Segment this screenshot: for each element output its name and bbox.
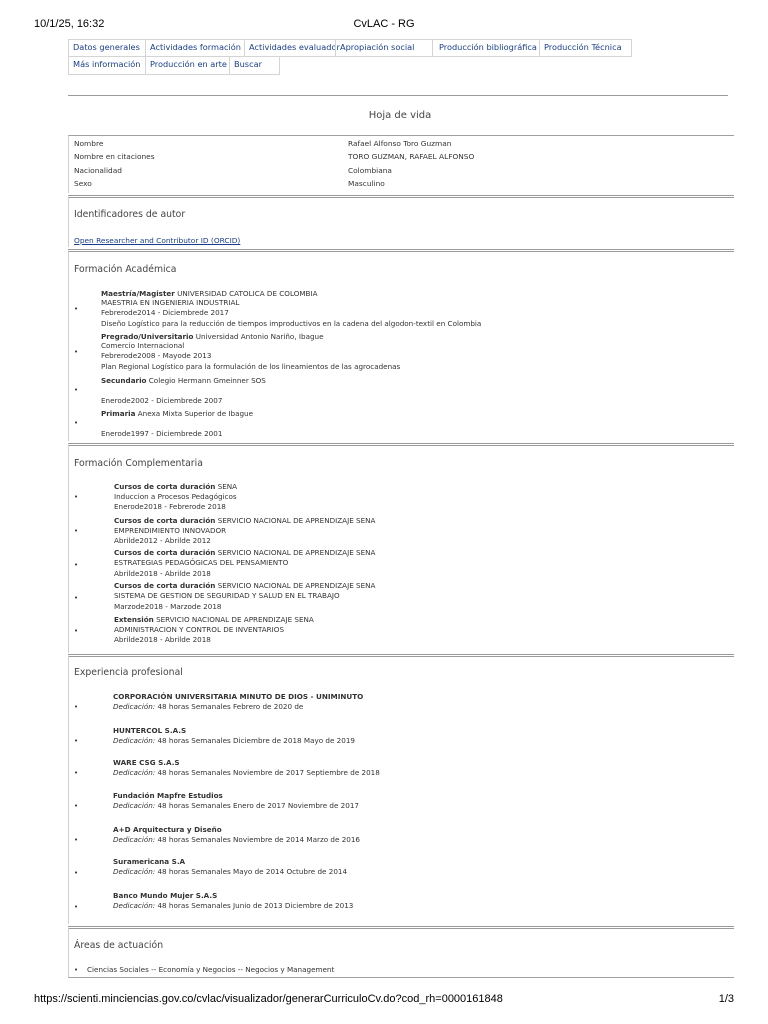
- formacion-academica-title: Formación Académica: [74, 264, 177, 275]
- fa-entry-1-header: Maestría/Magister UNIVERSIDAD CATOLICA DE COLOMBIA: [101, 289, 318, 298]
- tab-apropiacion-social[interactable]: Apropiación social: [335, 39, 432, 57]
- nav-row-2: [68, 57, 632, 75]
- bullet: •: [74, 903, 79, 911]
- exp-entry-6-company: Suramericana S.A: [113, 857, 186, 866]
- areas-item-1: Ciencias Sociales -- Economía y Negocios -- Negocios y Management: [87, 965, 335, 974]
- fa-entry-2-thesis: Plan Regional Logístico para la formulación de los lineamientos de las agrocadenas: [101, 362, 401, 371]
- print-url: https://scienti.minciencias.gov.co/cvlac/visualizador/generarCurriculoCv.do?cod_rh=0000161848: [34, 993, 503, 1005]
- fa-entry-2-program: Comercio Internacional: [101, 341, 185, 350]
- fc-entry-5-name: ADMINISTRACION Y CONTROL DE INVENTARIOS: [114, 625, 285, 634]
- bullet: •: [74, 802, 79, 810]
- experiencia-title: Experiencia profesional: [74, 667, 183, 678]
- fc-entry-1-name: Induccion a Procesos Pedagógicos: [114, 492, 237, 501]
- exp-entry-2-company: HUNTERCOL S.A.S: [113, 726, 187, 735]
- exp-entry-7-company: Banco Mundo Mujer S.A.S: [113, 891, 218, 900]
- bullet: •: [74, 769, 79, 777]
- tab-produccion-arte[interactable]: Producción en arte: [145, 57, 229, 75]
- exp-entry-5-detail: Dedicación: 48 horas Semanales Noviembre de 2014 Marzo de 2016: [113, 835, 360, 844]
- fc-entry-3-dates: Abrilde2018 - Abrilde 2018: [114, 569, 211, 578]
- tab-actividades-evaluador[interactable]: Actividades evaluador: [244, 39, 335, 57]
- bullet: •: [74, 419, 79, 427]
- fa-entry-3-header: Secundario Colegio Hermann Gmeinner SOS: [101, 376, 266, 385]
- fc-entry-4-header: Cursos de corta duración SERVICIO NACIONAL DE APRENDIZAJE SENA: [114, 581, 376, 590]
- fc-entry-4-dates: Marzode2018 - Marzode 2018: [114, 602, 222, 611]
- bullet: •: [74, 305, 79, 313]
- page-title: Hoja de vida: [368, 110, 432, 121]
- areas-title: Áreas de actuación: [74, 940, 164, 951]
- fc-entry-3-header: Cursos de corta duración SERVICIO NACIONAL DE APRENDIZAJE SENA: [114, 548, 376, 557]
- fc-entry-3-name: ESTRATEGIAS PEDAGÓGICAS DEL PENSAMIENTO: [114, 558, 289, 567]
- bullet: •: [74, 527, 79, 535]
- fa-entry-1-program: MAESTRIA EN INGENIERIA INDUSTRIAL: [101, 298, 240, 307]
- fc-entry-5-dates: Abrilde2018 - Abrilde 2018: [114, 635, 211, 644]
- label-sexo: Sexo: [74, 179, 92, 188]
- bullet: •: [74, 594, 79, 602]
- orcid-link[interactable]: Open Researcher and Contributor ID (ORCID): [74, 236, 241, 245]
- bullet: •: [74, 836, 79, 844]
- bullet: •: [74, 561, 79, 569]
- exp-entry-2-detail: Dedicación: 48 horas Semanales Diciembre de 2018 Mayo de 2019: [113, 736, 355, 745]
- bullet: •: [74, 627, 79, 635]
- top-divider: [68, 95, 728, 96]
- tab-actividades-formacion[interactable]: Actividades formación: [145, 39, 244, 57]
- exp-entry-1-detail: Dedicación: 48 horas Semanales Febrero de 2020 de: [113, 702, 304, 711]
- exp-entry-4-company: Fundación Mapfre Estudios: [113, 791, 223, 800]
- identificadores-title: Identificadores de autor: [74, 209, 186, 220]
- nav-row-1: [68, 39, 632, 57]
- value-nacionalidad: Colombiana: [348, 166, 392, 175]
- print-title: CvLAC - RG: [353, 18, 415, 30]
- exp-entry-7-detail: Dedicación: 48 horas Semanales Junio de 2013 Diciembre de 2013: [113, 901, 354, 910]
- bullet: •: [74, 737, 79, 745]
- exp-entry-1-company: CORPORACIÓN UNIVERSITARIA MINUTO DE DIOS - UNIMINUTO: [113, 692, 364, 701]
- fa-entry-4-dates: Enerode1997 - Diciembrede 2001: [101, 429, 223, 438]
- bullet: •: [74, 869, 79, 877]
- print-datetime: 10/1/25, 16:32: [34, 18, 105, 30]
- exp-entry-5-company: A+D Arquitectura y Diseño: [113, 825, 222, 834]
- fc-entry-1-header: Cursos de corta duración SENA: [114, 482, 238, 491]
- bullet: •: [74, 966, 79, 974]
- tab-buscar[interactable]: Buscar: [229, 57, 280, 75]
- fa-entry-1-dates: Febrerode2014 - Diciembrede 2017: [101, 308, 229, 317]
- fc-entry-5-header: Extensión SERVICIO NACIONAL DE APRENDIZAJE SENA: [114, 615, 314, 624]
- bullet: •: [74, 386, 79, 394]
- bullet: •: [74, 703, 79, 711]
- exp-entry-3-detail: Dedicación: 48 horas Semanales Noviembre de 2017 Septiembre de 2018: [113, 768, 380, 777]
- label-nacionalidad: Nacionalidad: [74, 166, 122, 175]
- tab-produccion-bibliografica[interactable]: Producción bibliográfica: [432, 39, 539, 57]
- value-nombre-citaciones: TORO GUZMAN, RAFAEL ALFONSO: [348, 152, 475, 161]
- tab-produccion-tecnica[interactable]: Producción Técnica: [539, 39, 632, 57]
- formacion-complementaria-title: Formación Complementaria: [74, 458, 203, 469]
- label-nombre: Nombre: [74, 139, 104, 148]
- fa-entry-2-header: Pregrado/Universitario Universidad Antonio Nariño, Ibague: [101, 332, 324, 341]
- fc-entry-1-dates: Enerode2018 - Febrerode 2018: [114, 502, 226, 511]
- label-nombre-citaciones: Nombre en citaciones: [74, 152, 155, 161]
- fc-entry-2-header: Cursos de corta duración SERVICIO NACIONAL DE APRENDIZAJE SENA: [114, 516, 376, 525]
- fc-entry-2-dates: Abrilde2012 - Abrilde 2012: [114, 536, 211, 545]
- print-page-number: 1/3: [718, 993, 734, 1005]
- tab-datos-generales[interactable]: Datos generales: [68, 39, 145, 57]
- fa-entry-1-thesis: Diseño Logístico para la reducción de tiempos improductivos en la cadena del algodon-textil en Colombia: [101, 319, 482, 328]
- value-sexo: Masculino: [348, 179, 385, 188]
- tab-mas-informacion[interactable]: Más información: [68, 57, 145, 75]
- fc-entry-4-name: SISTEMA DE GESTION DE SEGURIDAD Y SALUD EN EL TRABAJO: [114, 591, 340, 600]
- fa-entry-3-dates: Enerode2002 - Diciembrede 2007: [101, 396, 223, 405]
- exp-entry-4-detail: Dedicación: 48 horas Semanales Enero de 2017 Noviembre de 2017: [113, 801, 359, 810]
- exp-entry-6-detail: Dedicación: 48 horas Semanales Mayo de 2014 Octubre de 2014: [113, 867, 348, 876]
- fa-entry-4-header: Primaria Anexa Mixta Superior de Ibague: [101, 409, 254, 418]
- bullet: •: [74, 493, 79, 501]
- fc-entry-2-name: EMPRENDIMIENTO INNOVADOR: [114, 526, 227, 535]
- exp-entry-3-company: WARE CSG S.A.S: [113, 758, 180, 767]
- fa-entry-2-dates: Febrerode2008 - Mayode 2013: [101, 351, 212, 360]
- value-nombre: Rafael Alfonso Toro Guzman: [348, 139, 452, 148]
- nav-tabs: [68, 39, 632, 75]
- bullet: •: [74, 348, 79, 356]
